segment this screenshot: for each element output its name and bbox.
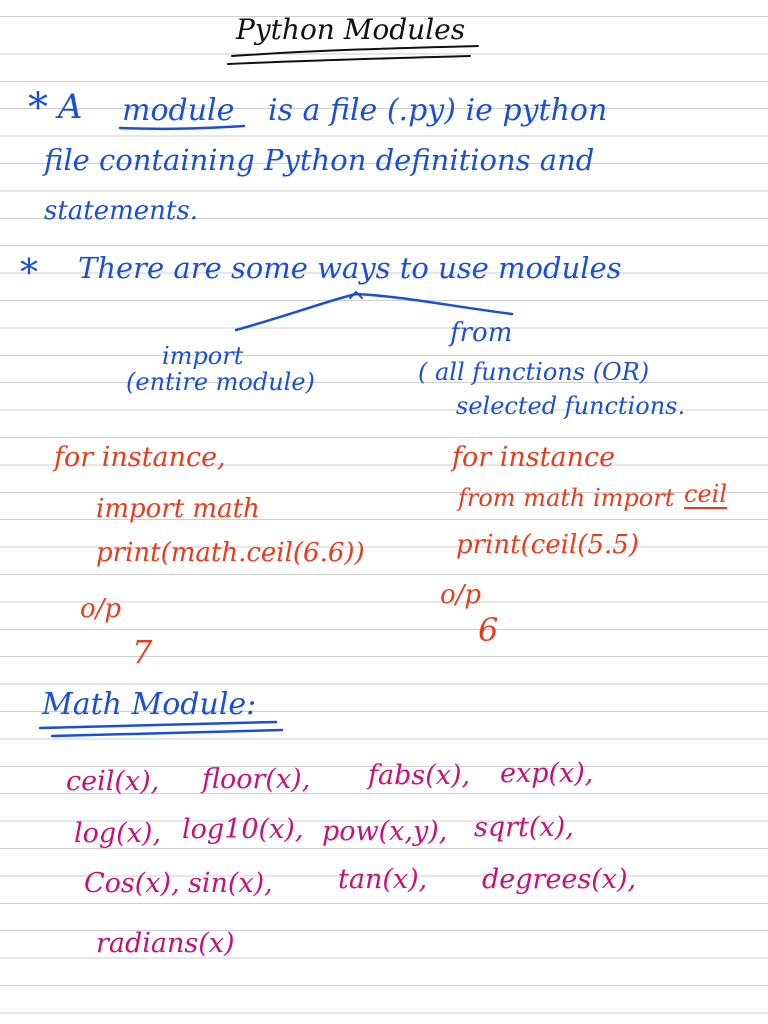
branch-all-functions: ( all functions (OR) bbox=[418, 358, 650, 386]
example-right-print: print(ceil(5.5) bbox=[456, 530, 639, 560]
example-right-op-label: o/p bbox=[440, 580, 482, 610]
definition-a: A bbox=[58, 87, 83, 127]
fn-sin: sin(x), bbox=[188, 868, 273, 899]
definition-line-3: statements. bbox=[44, 196, 198, 226]
fn-tan: tan(x), bbox=[338, 864, 428, 895]
fn-floor: floor(x), bbox=[202, 764, 311, 795]
branch-entire-module: (entire module) bbox=[126, 368, 315, 396]
definition-line-2: file containing Python definitions and bbox=[44, 143, 595, 177]
ways-to-use-modules: There are some ways to use modules bbox=[78, 251, 622, 285]
fn-pow: pow(x,y), bbox=[322, 816, 448, 847]
branch-from-label: from bbox=[450, 318, 513, 348]
fn-ceil: ceil(x), bbox=[66, 766, 160, 797]
example-right-op-value: 6 bbox=[478, 611, 499, 649]
example-right-ceil: ceil bbox=[684, 480, 727, 508]
example-left-op-label: o/p bbox=[80, 594, 122, 624]
fn-sqrt: sqrt(x), bbox=[474, 812, 574, 843]
bullet-star-2: * bbox=[20, 253, 38, 294]
math-module-heading: Math Module: bbox=[42, 687, 257, 722]
bullet-star: * bbox=[28, 85, 48, 131]
example-left-op-value: 7 bbox=[132, 633, 153, 671]
fn-cos: Cos(x), bbox=[84, 868, 180, 899]
example-left-print: print(math.ceil(6.6)) bbox=[96, 538, 365, 568]
branch-selected-functions: selected functions. bbox=[456, 392, 686, 420]
fn-radians: radians(x) bbox=[96, 928, 235, 959]
example-right-from: from math import bbox=[458, 484, 675, 512]
definition-line-1: is a file (.py) ie python bbox=[268, 93, 608, 128]
fn-fabs: fabs(x), bbox=[368, 760, 471, 791]
example-left-heading: for instance, bbox=[54, 442, 226, 473]
fn-degrees: degrees(x), bbox=[482, 864, 637, 895]
definition-module-word: module bbox=[122, 93, 235, 128]
fn-log: log(x), bbox=[74, 818, 162, 849]
branch-import-label: import bbox=[162, 342, 244, 370]
example-right-heading: for instance bbox=[452, 442, 616, 473]
fn-exp: exp(x), bbox=[500, 758, 594, 789]
fn-log10: log10(x), bbox=[182, 814, 304, 845]
page-title: Python Modules bbox=[236, 13, 466, 46]
example-left-import: import math bbox=[96, 494, 260, 524]
